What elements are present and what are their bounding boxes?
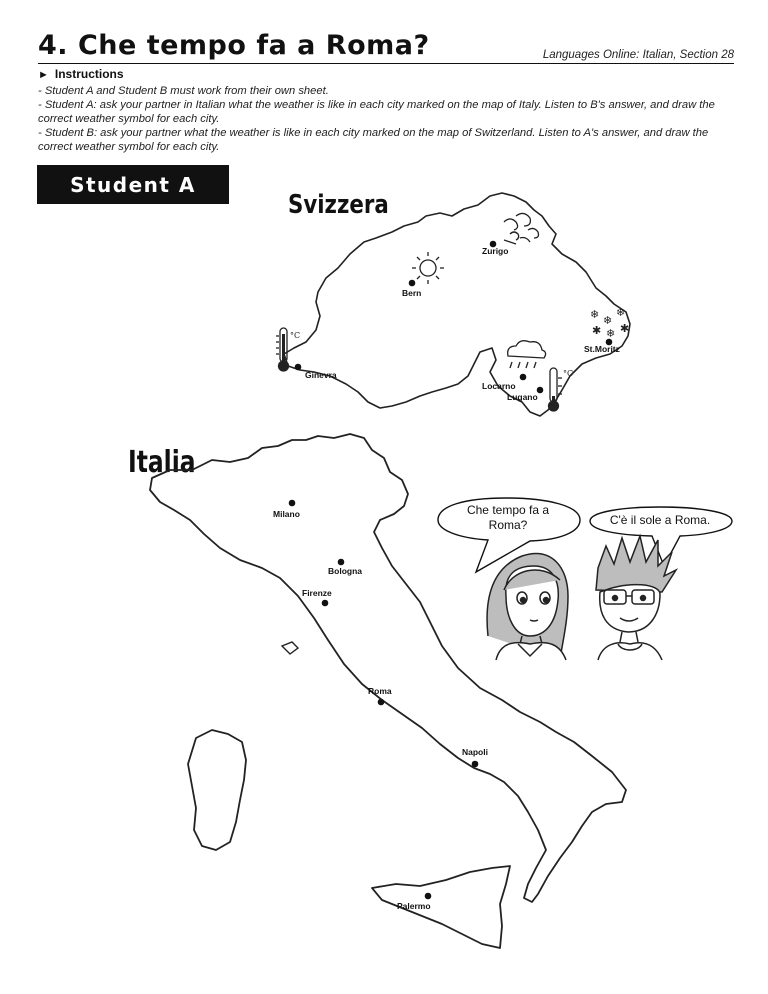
sicily-outline <box>372 866 510 948</box>
wind-icon <box>504 213 539 244</box>
switzerland-outline <box>284 193 630 416</box>
italy-map-title: Italia <box>128 445 196 480</box>
city-dot-firenze <box>322 600 329 607</box>
sun-icon <box>412 252 444 284</box>
city-dot-bologna <box>338 559 345 566</box>
svg-text:°C: °C <box>563 369 574 378</box>
city-label-firenze: Firenze <box>302 588 332 598</box>
city-dot-napoli <box>472 761 479 768</box>
speech-bubble-answer-text: C'è il sole a Roma. <box>609 513 711 527</box>
instruction-line: - Student B: ask your partner what the weather is like in each city marked on the map of Switzerland. Listen to A's answer, and draw the correct weather symbol for each city. <box>38 127 709 153</box>
svg-text:❄: ❄ <box>606 327 616 340</box>
switzerland-map-title: Svizzera <box>288 190 389 220</box>
svg-text:✱: ✱ <box>592 324 602 337</box>
city-label-lugano: Lugano <box>507 392 538 402</box>
city-dot-locarno <box>520 374 527 381</box>
city-label-locarno: Locarno <box>482 381 516 391</box>
girl-illustration <box>487 554 568 660</box>
cold-thermometer-icon <box>549 368 574 411</box>
city-label-ginevra: Ginevra <box>305 370 337 380</box>
arrow-right-icon: ► <box>38 69 49 81</box>
speech-bubble-question-text: Che tempo fa a Roma? <box>466 503 550 532</box>
city-label-bologna: Bologna <box>328 566 362 576</box>
city-label-napoli: Napoli <box>462 747 488 757</box>
city-dot-roma <box>378 699 385 706</box>
svg-text:❄: ❄ <box>616 306 626 319</box>
city-dot-palermo <box>425 893 432 900</box>
svg-text:❄: ❄ <box>603 314 613 327</box>
city-label-roma: Roma <box>368 686 392 696</box>
city-label-palermo: Palermo <box>397 901 431 911</box>
city-label-zurigo: Zurigo <box>482 246 509 256</box>
city-label-st-moritz: St.Moritz <box>584 344 620 354</box>
instructions-heading-label: Instructions <box>54 67 124 81</box>
sardinia-outline <box>188 730 246 850</box>
page-title: 4. Che tempo fa a Roma? <box>38 30 430 61</box>
instruction-line: - Student A: ask your partner in Italian what the weather is like in each city marked on the map of Italy. Listen to B's answer, and draw the correct weather symbol for each city. <box>38 99 715 125</box>
city-dot-milano <box>289 500 296 507</box>
svg-text:✱: ✱ <box>620 322 630 335</box>
student-banner: Student A <box>37 165 229 204</box>
city-dot-bern <box>409 280 416 287</box>
city-dot-ginevra <box>295 364 302 371</box>
svg-text:❄: ❄ <box>590 308 600 321</box>
instruction-line: - Student A and Student B must work from their own sheet. <box>38 85 329 97</box>
svg-text:°C: °C <box>290 331 301 340</box>
elba-outline <box>282 642 298 654</box>
rain-cloud-icon <box>508 341 546 368</box>
city-label-bern: Bern <box>402 288 422 298</box>
city-label-milano: Milano <box>273 509 300 519</box>
source-note: Languages Online: Italian, Section 28 <box>542 49 734 61</box>
snow-icon <box>590 306 629 340</box>
